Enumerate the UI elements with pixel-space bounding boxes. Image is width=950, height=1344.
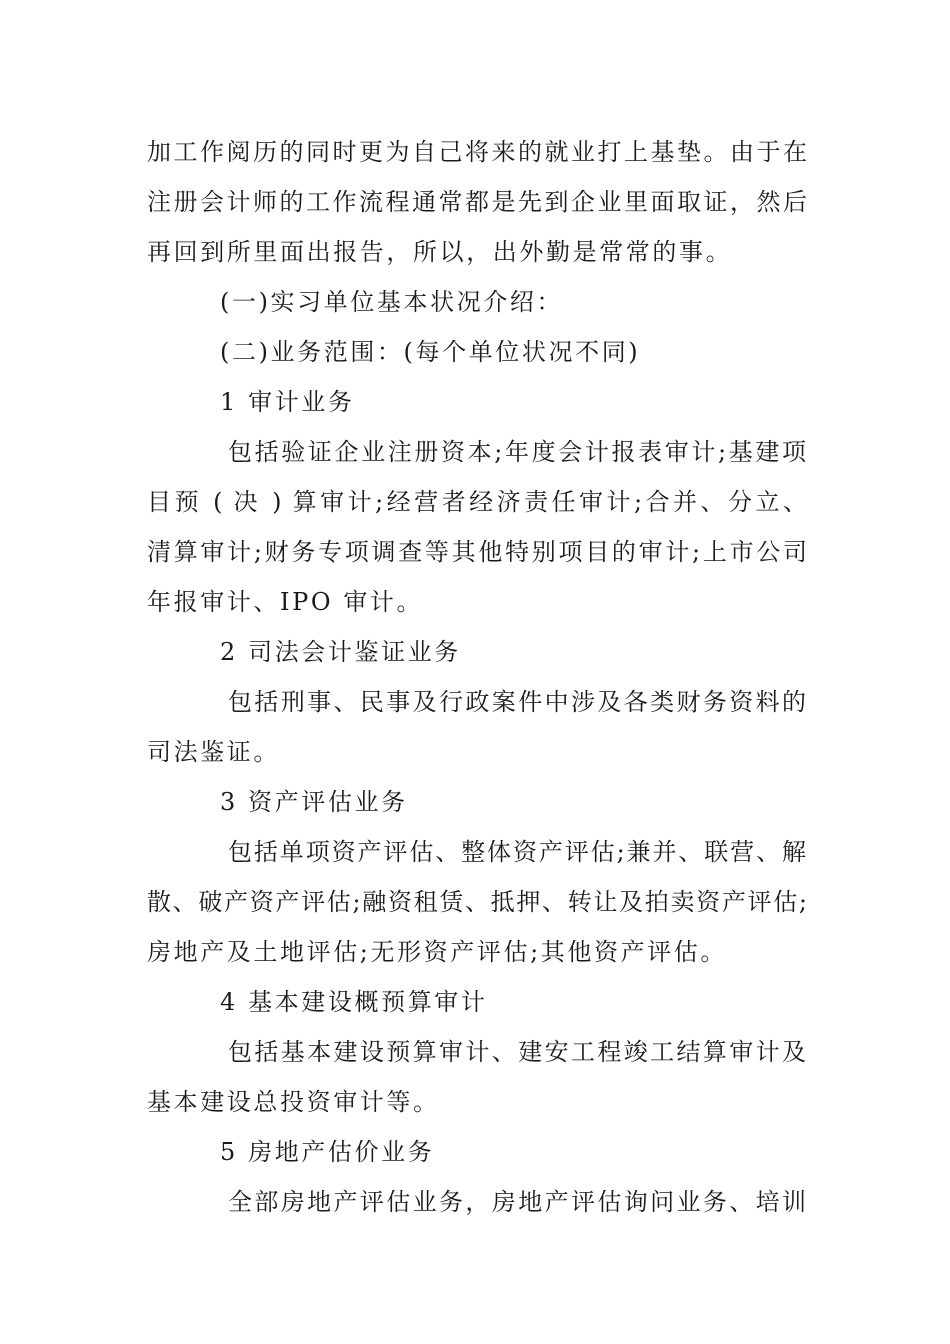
section-heading: (一)实习单位基本状况介绍： xyxy=(220,288,564,316)
paragraph-line: 房地产及土地评估;无形资产评估;其他资产评估。 xyxy=(147,938,727,966)
item-heading: 2 司法会计鉴证业务 xyxy=(220,638,461,666)
paragraph-line: 年报审计、IPO 审计。 xyxy=(147,588,424,616)
item-heading: 1 审计业务 xyxy=(220,388,355,416)
paragraph-line: 加工作阅历的同时更为自己将来的就业打上基垫。由于在 xyxy=(147,138,807,166)
paragraph-line: 基本建设总投资审计等。 xyxy=(147,1088,440,1116)
item-heading: 5 房地产估价业务 xyxy=(220,1138,435,1166)
paragraph-line: 目预 ( 决 ) 算审计;经营者经济责任审计;合并、分立、 xyxy=(147,488,807,516)
paragraph-line: 散、破产资产评估;融资租赁、抵押、转让及拍卖资产评估; xyxy=(147,888,807,916)
paragraph-line: 全部房地产评估业务，房地产评估询问业务、培训 xyxy=(228,1188,806,1216)
paragraph-line: 包括刑事、民事及行政案件中涉及各类财务资料的 xyxy=(228,688,806,716)
paragraph-line: 清算审计;财务专项调查等其他特别项目的审计;上市公司 xyxy=(147,538,807,566)
section-heading: (二)业务范围：(每个单位状况不同) xyxy=(220,338,641,366)
item-heading: 4 基本建设概预算审计 xyxy=(220,988,488,1016)
item-heading: 3 资产评估业务 xyxy=(220,788,408,816)
paragraph-line: 注册会计师的工作流程通常都是先到企业里面取证，然后 xyxy=(147,188,807,216)
paragraph-line: 包括单项资产评估、整体资产评估;兼并、联营、解 xyxy=(228,838,806,866)
paragraph-line: 包括验证企业注册资本;年度会计报表审计;基建项 xyxy=(228,438,806,466)
paragraph-line: 司法鉴证。 xyxy=(147,738,280,766)
paragraph-line: 再回到所里面出报告，所以，出外勤是常常的事。 xyxy=(147,238,733,266)
paragraph-line: 包括基本建设预算审计、建安工程竣工结算审计及 xyxy=(228,1038,806,1066)
